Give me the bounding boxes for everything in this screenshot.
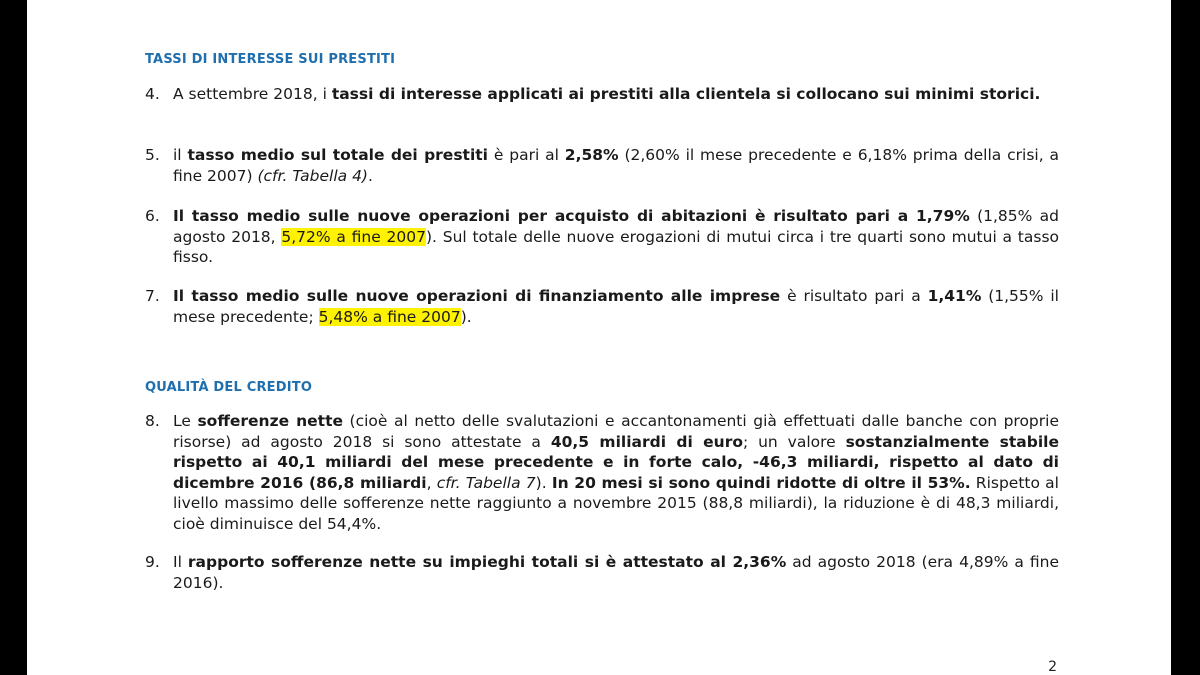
item-text: [173, 286, 1059, 327]
item-number: 6.: [145, 207, 160, 225]
italic-reference: (cfr. Tabella 4): [257, 166, 368, 185]
list-item-6: [145, 206, 1059, 268]
text-run: è pari al: [488, 146, 565, 164]
list-item-9: [145, 552, 1059, 593]
item-number: 5.: [145, 146, 160, 164]
bold-run: tassi di interesse applicati ai prestiti alla clientela si collocano sui minimi storici.: [331, 85, 1041, 103]
item-text: [173, 206, 1059, 268]
text-run: è risultato pari a: [780, 287, 928, 305]
text-run: Il: [173, 553, 188, 571]
text-run: (2,60% il mese precedente e 6,18% prima della crisi, a fine 2007): [173, 146, 1059, 185]
text-run: A settembre 2018, i: [173, 85, 332, 103]
text-run: ,: [426, 473, 437, 492]
italic-reference: cfr. Tabella 7: [436, 473, 536, 492]
text-run: ).: [460, 307, 472, 326]
page-number: 2: [1048, 659, 1057, 675]
bold-run: 2,58%: [564, 146, 619, 164]
text-run: ).: [535, 473, 552, 492]
list-item-8: [145, 411, 1059, 534]
item-number: 4.: [145, 85, 160, 103]
item-number: 7.: [145, 287, 160, 305]
text-run: Rispetto al livello massimo delle sofferenze nette raggiunto a novembre 2015 (88,8 miliardi), la riduzione è di 48,3 miliardi, cioè diminuisce del 54,4%.: [173, 473, 1059, 533]
text-run: Le: [173, 412, 198, 430]
bold-run: sofferenze nette: [197, 412, 344, 430]
list-item-7: [145, 286, 1059, 327]
item-number: 9.: [145, 553, 160, 571]
item-text: [173, 411, 1059, 534]
item-number: 8.: [145, 412, 160, 430]
highlighted-text: 5,48% a fine 2007: [318, 307, 461, 326]
item-text: [173, 552, 1059, 593]
text-run: ad agosto 2018 (era 4,89% a fine 2016).: [173, 553, 1059, 592]
list-item-4: [145, 84, 1059, 105]
section-heading-credit-quality: QUALITÀ DEL CREDITO: [145, 380, 313, 395]
item-text: [173, 84, 1059, 105]
bold-run: tasso medio sul totale dei prestiti: [187, 146, 488, 164]
bold-run: rapporto sofferenze nette su impieghi totali si è attestato al 2,36%: [187, 553, 787, 571]
bold-run: sostanzialmente stabile rispetto ai 40,1 miliardi del mese precedente e in forte calo, -46,3 miliardi, rispetto al dato di dicembre 2016 (86,8 miliardi: [173, 432, 1059, 492]
list-item-5: [145, 145, 1059, 186]
bold-run: 40,5 miliardi di euro: [550, 432, 743, 451]
section-heading-interest-rates: TASSI DI INTERESSE SUI PRESTITI: [145, 52, 396, 67]
text-run: ). Sul totale delle nuove erogazioni di mutui circa i tre quarti sono mutui a tasso fisso.: [173, 227, 1059, 266]
item-text: [173, 145, 1059, 186]
text-run: (1,55% il mese precedente;: [173, 287, 1059, 326]
text-run: ; un valore: [743, 432, 846, 451]
text-run: .: [367, 166, 373, 185]
document-page: [27, 0, 1171, 675]
text-run: il: [173, 146, 188, 164]
bold-run: In 20 mesi si sono quindi ridotte di oltre il 53%.: [551, 473, 971, 492]
bold-run: Il tasso medio sulle nuove operazioni di finanziamento alle imprese: [173, 287, 781, 305]
text-run: (cioè al netto delle svalutazioni e accantonamenti già effettuati dalle banche con proprie risorse) ad agosto 2018 si sono attestate a: [173, 412, 1059, 451]
text-run: (1,85% ad agosto 2018,: [173, 207, 1059, 246]
highlighted-text: 5,72% a fine 2007: [281, 227, 426, 246]
bold-run: Il tasso medio sulle nuove operazioni per acquisto di abitazioni è risultato pari a 1,79%: [173, 207, 970, 225]
bold-run: 1,41%: [927, 287, 982, 305]
